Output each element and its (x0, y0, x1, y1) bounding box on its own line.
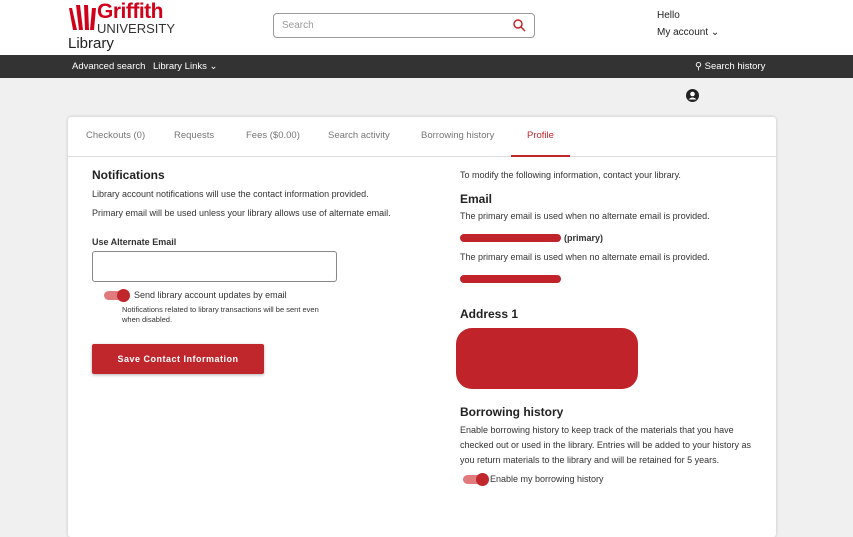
address-title: Address 1 (460, 307, 519, 321)
griffith-logo[interactable] (67, 2, 197, 52)
toggle-label: Send library account updates by email (134, 290, 287, 300)
tab-bar (68, 117, 776, 157)
alternate-email-label: Use Alternate Email (92, 237, 177, 247)
borrowing-history-text: you return materials to the library and will be retained for 5 years. (460, 455, 720, 465)
chevron-down-icon: ⌄ (710, 27, 720, 38)
modify-note: To modify the following information, contact your library. (460, 170, 681, 180)
library-links-label: Library Links (153, 61, 207, 72)
toggle-label: Enable my borrowing history (490, 474, 604, 484)
email-note: The primary email is used when no alternate email is provided. (460, 211, 710, 221)
notifications-text: Library account notifications will use the contact information provided. (92, 189, 369, 199)
search-history-label: Search history (704, 61, 766, 72)
logo-sub: UNIVERSITY (97, 21, 176, 36)
library-links-menu[interactable] (153, 61, 217, 72)
borrowing-history-text: Enable borrowing history to keep track of the materials that you have (460, 425, 734, 435)
redacted-email (460, 275, 561, 283)
search-history-link[interactable] (695, 61, 765, 72)
tab-fees[interactable]: Fees ($0.00) (246, 130, 300, 141)
notifications-text: Primary email will be used unless your library allows use of alternate email. (92, 208, 391, 218)
tab-checkouts[interactable]: Checkouts (0) (86, 130, 146, 141)
tab-profile[interactable]: Profile (511, 130, 570, 157)
my-account-label: My account (657, 27, 709, 38)
library-label: Library (68, 35, 114, 52)
email-updates-toggle[interactable] (104, 291, 128, 300)
chevron-down-icon: ⌄ (209, 61, 218, 72)
logo-name: Griffith (97, 0, 163, 23)
redacted-address (456, 328, 638, 389)
logo-mark-icon (67, 2, 97, 32)
borrowing-history-title: Borrowing history (460, 405, 564, 419)
tab-search-activity[interactable]: Search activity (328, 130, 390, 141)
tab-borrowing-history[interactable]: Borrowing history (421, 130, 495, 141)
notifications-title: Notifications (92, 168, 165, 182)
email-note: The primary email is used when no alternate email is provided. (460, 252, 710, 262)
search-placeholder: Search (282, 20, 314, 31)
search-input[interactable] (273, 13, 535, 38)
alternate-email-input[interactable] (92, 251, 337, 282)
search-icon[interactable] (513, 19, 526, 32)
user-icon[interactable] (686, 89, 699, 102)
primary-badge: (primary) (564, 233, 604, 243)
nav-bar (0, 55, 853, 78)
borrowing-history-text: checked out or used in the library. Entries will be added to your history as (460, 440, 751, 450)
email-title: Email (460, 192, 493, 206)
redacted-email (460, 234, 561, 242)
my-account-menu[interactable] (657, 27, 719, 39)
toggle-note: when disabled. (122, 315, 173, 324)
tab-requests[interactable]: Requests (174, 130, 215, 141)
header (0, 0, 853, 55)
advanced-search-link[interactable]: Advanced search (72, 61, 146, 72)
history-search-icon: ⚲ (695, 61, 702, 72)
save-contact-button[interactable]: Save Contact Information (92, 344, 264, 374)
toggle-note: Notifications related to library transactions will be sent even (122, 305, 319, 314)
greeting: Hello (657, 10, 680, 21)
borrowing-history-toggle[interactable] (463, 475, 487, 484)
